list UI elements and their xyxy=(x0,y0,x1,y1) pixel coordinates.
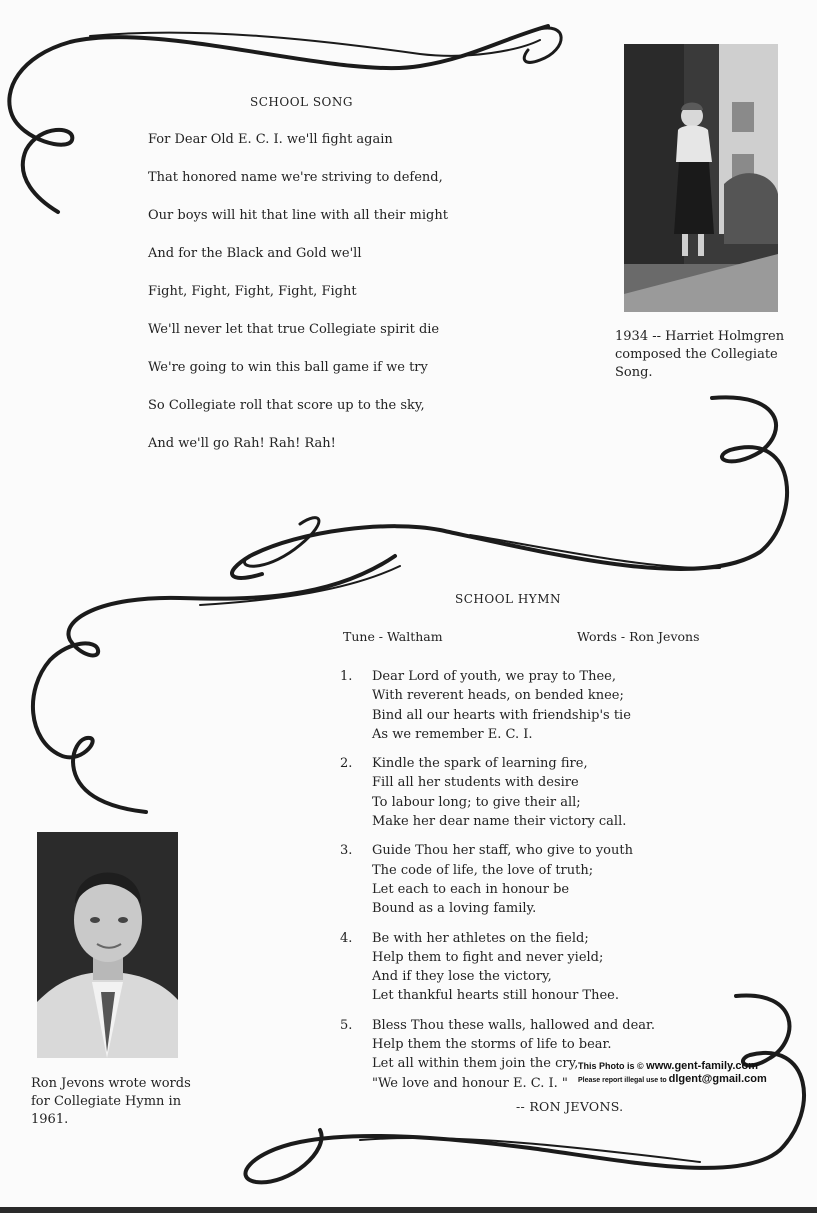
song-line: We're going to win this ball game if we try xyxy=(148,360,428,375)
verse-number: 5. xyxy=(340,1017,353,1033)
verse-line: Bind all our hearts with friendship's tie xyxy=(372,707,631,723)
watermark-email: dlgent@gmail.com xyxy=(668,1073,767,1085)
school-song-title: SCHOOL SONG xyxy=(250,95,353,109)
hymn-verse xyxy=(340,754,720,831)
hymn-verse xyxy=(340,929,720,1006)
verse-line: "We love and honour E. C. I. " xyxy=(372,1075,568,1091)
verse-line: Help them to fight and never yield; xyxy=(372,949,604,965)
verse-lines xyxy=(372,841,633,918)
verse-line: Fill all her students with desire xyxy=(372,775,579,791)
watermark-prefix: Please report illegal use to xyxy=(578,1077,669,1084)
ron-jevons-photo xyxy=(37,832,178,1058)
harriet-holmgren-photo xyxy=(624,44,778,312)
school-hymn-title: SCHOOL HYMN xyxy=(455,592,561,606)
verse-lines xyxy=(372,929,619,1006)
verse-line: As we remember E. C. I. xyxy=(372,726,533,742)
song-line: And for the Black and Gold we'll xyxy=(148,246,362,261)
verse-line: Kindle the spark of learning fire, xyxy=(372,756,588,772)
hymn-signature: -- RON JEVONS. xyxy=(516,1099,624,1114)
song-line: So Collegiate roll that score up to the sky, xyxy=(148,398,425,413)
hymn-words-credit: Words - Ron Jevons xyxy=(577,629,700,644)
song-line: And we'll go Rah! Rah! Rah! xyxy=(148,436,336,451)
verse-number: 2. xyxy=(340,756,353,772)
copyright-watermark xyxy=(578,1060,767,1087)
verse-line: Bound as a loving family. xyxy=(372,901,537,917)
song-line: Fight, Fight, Fight, Fight, Fight xyxy=(148,284,357,299)
verse-line: Guide Thou her staff, who give to youth xyxy=(372,843,633,859)
watermark-line xyxy=(578,1073,767,1087)
hymn-verses xyxy=(340,667,720,1103)
verse-number: 3. xyxy=(340,843,353,859)
hymn-verse xyxy=(340,841,720,918)
verse-number: 4. xyxy=(340,930,353,946)
song-line: That honored name we're striving to defend, xyxy=(148,170,443,185)
song-line: For Dear Old E. C. I. we'll fight again xyxy=(148,132,393,147)
verse-line: Bless Thou these walls, hallowed and dear. xyxy=(372,1017,655,1033)
hymn-verse xyxy=(340,667,720,744)
verse-line: Make her dear name their victory call. xyxy=(372,814,627,830)
verse-line: And if they lose the victory, xyxy=(372,969,552,985)
verse-line: With reverent heads, on bended knee; xyxy=(372,688,624,704)
ron-jevons-caption: Ron Jevons wrote words for Collegiate Hymn in 1961. xyxy=(31,1076,191,1127)
verse-lines xyxy=(372,754,626,831)
verse-line: Let thankful hearts still honour Thee. xyxy=(372,988,619,1004)
verse-line: The code of life, the love of truth; xyxy=(372,862,594,878)
verse-lines xyxy=(372,667,631,744)
watermark-prefix: This Photo is © xyxy=(578,1061,647,1071)
song-line: Our boys will hit that line with all their might xyxy=(148,208,448,223)
verse-line: Dear Lord of youth, we pray to Thee, xyxy=(372,669,616,684)
hymn-tune: Tune - Waltham xyxy=(343,629,443,644)
watermark-line xyxy=(578,1060,767,1073)
bottom-border xyxy=(0,1207,817,1213)
song-line: We'll never let that true Collegiate spirit die xyxy=(148,322,440,337)
verse-line: Let each to each in honour be xyxy=(372,881,570,897)
harriet-holmgren-caption: 1934 -- Harriet Holmgren composed the Collegiate Song. xyxy=(615,329,785,380)
verse-line: Be with her athletes on the field; xyxy=(372,930,589,946)
verse-number: 1. xyxy=(340,669,353,684)
verse-line: Let all within them join the cry, xyxy=(372,1056,579,1072)
verse-line: To labour long; to give their all; xyxy=(372,794,581,810)
verse-line: Help them the storms of life to bear. xyxy=(372,1037,612,1053)
school-song-lyrics xyxy=(148,131,448,473)
watermark-site: www.gent-family.com xyxy=(646,1060,758,1072)
